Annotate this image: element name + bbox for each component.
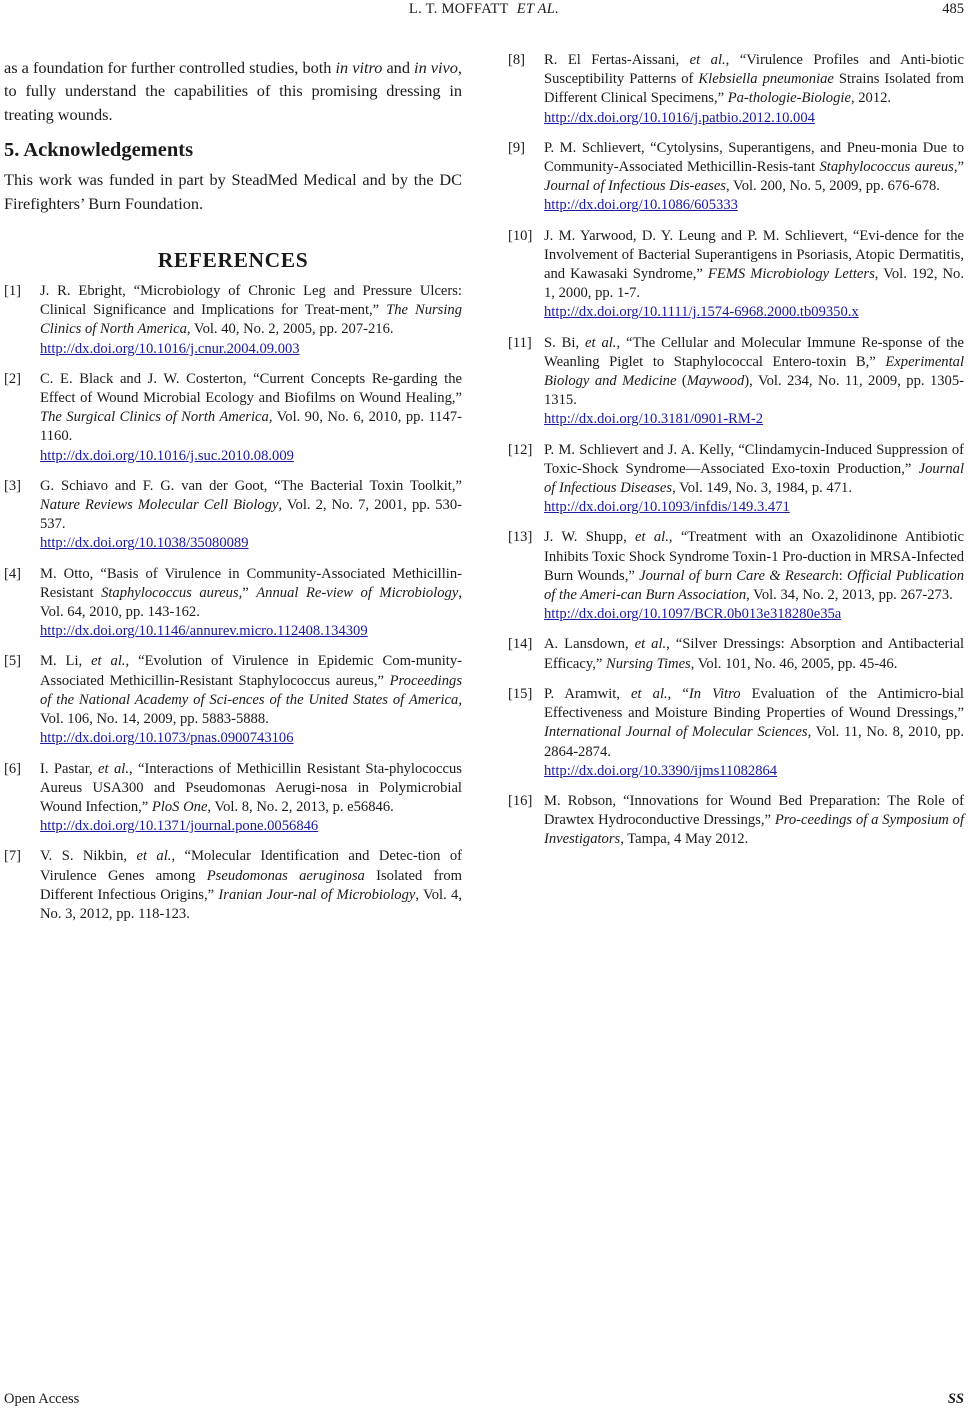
journal-logo: SS [947, 1391, 964, 1407]
reference-segment: A. Lansdown, [544, 636, 635, 653]
reference-segment: M. Robson, “Innovations for Wound Bed Preparation: The Role of Drawtex Hydroconductive Dressings,” [544, 792, 964, 829]
reference-italic: Journal of Infectious Dis-eases [544, 178, 726, 195]
reference-italic: et al. [635, 529, 669, 546]
reference-segment: I. Pastar, [40, 760, 99, 777]
reference-italic: Official Publication of the Ameri-can Burn Association [544, 567, 964, 604]
reference-segment: ( [676, 373, 687, 390]
reference-segment: Evaluation of the Antimicro-bial Effectiveness and Moisture Binding Properties of Wound Dressings,” [544, 685, 964, 722]
reference-segment: , “Silver Dressings: Absorption and Antibacterial Efficacy,” [544, 636, 965, 672]
reference-number: [14] [508, 636, 533, 653]
reference-item [508, 334, 964, 430]
reference-italic: Pro-ceedings of a Symposium of Investigators [544, 812, 964, 848]
reference-italic: Klebsiella pneumoniae [698, 71, 834, 88]
reference-italic: Annual Re-view of Microbiology [256, 584, 459, 601]
reference-item [4, 282, 462, 359]
reference-item [508, 528, 964, 624]
reference-segment: J. M. Yarwood, D. Y. Leung and P. M. Schlievert, “Evi-dence for the Involvement of Bacterial Superantigens in Psoriasis, Atopic Dermatitis, and Kawasaki Syndrome,” [544, 227, 964, 283]
reference-segment: M. Otto, “Basis of Virulence in Community-Associated Methicillin-Resistant [40, 565, 462, 601]
reference-number: [9] [508, 139, 526, 156]
reference-italic: Pseudomonas aeruginosa [206, 867, 365, 884]
reference-text [40, 282, 462, 359]
page-footer [0, 1391, 968, 1411]
doi-link[interactable]: http://dx.doi.org/10.1086/605333 [544, 197, 738, 214]
reference-italic: The Nursing Clinics of North America [40, 302, 463, 338]
reference-item [508, 51, 964, 128]
doi-link[interactable]: http://dx.doi.org/10.1093/infdis/149.3.471 [544, 499, 790, 516]
intro-paragraph [4, 56, 462, 126]
doi-link[interactable]: http://dx.doi.org/10.1111/j.1574-6968.2000.tb09350.x [544, 304, 859, 321]
reference-segment: J. R. Ebright, “Microbiology of Chronic Leg and Pressure Ulcers: Clinical Significance and Implications for Treat-ment,” [40, 283, 462, 319]
reference-segment: , Vol. 8, No. 2, 2013, p. e56846. [207, 798, 394, 815]
reference-segment: , “Virulence Profiles and Anti-biotic Susceptibility Patterns of [544, 52, 964, 88]
reference-text [40, 652, 462, 748]
reference-number: [3] [4, 477, 22, 494]
reference-italic: Nature Reviews Molecular Cell Biology [40, 497, 279, 514]
reference-text [544, 685, 964, 781]
reference-segment: , Vol. 101, No. 46, 2005, pp. 45-46. [690, 655, 898, 672]
reference-segment: ), Vol. 234, No. 11, 2009, pp. 1305-1315. [544, 373, 964, 409]
intro-italic: in vitro [335, 58, 383, 77]
reference-number: [15] [508, 685, 533, 702]
reference-number: [4] [4, 565, 22, 582]
reference-item [4, 652, 462, 748]
intro-text: , to fully understand the capabilities of this promising dressing in treating wounds. [4, 58, 462, 124]
reference-italic: Staphylococcus aureus [101, 584, 239, 601]
reference-item [508, 792, 964, 850]
reference-italic: Proceedings of the National Academy of Sci-ences of the United States of America [40, 672, 462, 708]
reference-segment: , Vol. 200, No. 5, 2009, pp. 676-678. [726, 178, 940, 195]
reference-italic: Staphylococcus aureus [819, 159, 954, 176]
reference-italic: et al. [631, 685, 668, 702]
reference-italic: Maywood [686, 373, 745, 390]
reference-segment: ,” [953, 159, 964, 176]
reference-item [508, 685, 964, 781]
reference-italic: International Journal of Molecular Sciences [544, 724, 808, 741]
authors-text: L. T. MOFFATT [408, 1, 509, 17]
reference-number: [5] [4, 653, 22, 670]
reference-number: [16] [508, 792, 533, 809]
reference-italic: Journal of Infectious Diseases [544, 460, 964, 497]
reference-item [4, 847, 462, 924]
doi-link[interactable]: http://dx.doi.org/10.1073/pnas.0900743106 [40, 730, 294, 747]
reference-item [508, 139, 964, 216]
reference-segment: , Vol. 90, No. 6, 2010, pp. 1147-1160. [40, 409, 462, 445]
reference-item [508, 441, 964, 518]
reference-segment: ,” [238, 584, 257, 601]
reference-text [544, 792, 964, 850]
reference-number: [1] [4, 283, 22, 300]
reference-segment: , “ [667, 685, 689, 702]
reference-italic: The Surgical Clinics of North America [40, 409, 269, 426]
reference-number: [11] [508, 334, 532, 351]
reference-segment: , Vol. 149, No. 3, 1984, p. 471. [672, 480, 852, 497]
reference-segment: , Vol. 34, No. 2, 2013, pp. 267-273. [746, 587, 953, 604]
reference-segment: , Vol. 40, No. 2, 2005, pp. 207-216. [186, 321, 394, 338]
reference-text [544, 528, 964, 624]
intro-italic: in vivo [414, 58, 458, 77]
reference-segment: , “Evolution of Virulence in Epidemic Com-munity-Associated Methicillin-Resistant Staphylococcus aureus,” [40, 653, 462, 689]
reference-italic: Nursing Times [605, 655, 691, 672]
reference-segment: P. M. Schlievert, “Cytolysins, Superantigens, and Pneu-monia Due to Community-Associated Methicillin-Resis-tant [544, 139, 964, 176]
reference-italic: et al. [136, 848, 172, 865]
reference-text [544, 334, 964, 430]
reference-segment: , Vol. 106, No. 14, 2009, pp. 5883-5888. [40, 691, 462, 728]
running-head [0, 1, 968, 21]
reference-number: [6] [4, 760, 22, 777]
reference-item [508, 635, 964, 673]
running-head-authors [0, 1, 968, 18]
reference-text [544, 139, 964, 216]
reference-italic: Experimental Biology and Medicine [544, 353, 964, 390]
reference-segment: J. W. Shupp, [544, 529, 636, 546]
reference-italic: Journal of burn Care & Research [639, 567, 839, 584]
reference-italic: In Vitro [688, 685, 741, 702]
reference-item [4, 760, 462, 837]
acknowledgements-text: This work was funded in part by SteadMed Medical and by the DC Firefighters’ Burn Foundation. [4, 170, 462, 213]
reference-segment: R. El Fertas-Aissani, [544, 52, 690, 68]
doi-link[interactable]: http://dx.doi.org/10.3181/0901-RM-2 [544, 411, 764, 428]
reference-text [544, 51, 964, 128]
reference-segment: , Vol. 2, No. 7, 2001, pp. 530-537. [40, 497, 462, 533]
reference-text [40, 370, 462, 466]
reference-segment: , “Treatment with an Oxazolidinone Antibiotic Inhibits Toxic Shock Syndrome Toxin-1 Pro-duction in MRSA-Infected Burn Wounds,” [544, 529, 964, 584]
reference-italic: PloS One [151, 798, 208, 815]
reference-number: [2] [4, 370, 22, 387]
reference-segment: , Vol. 11, No. 8, 2010, pp. 2864-2874. [544, 724, 964, 760]
reference-segment: , “Interactions of Methicillin Resistant Sta-phylococcus Aureus USA300 and Pseudomonas Aerugi-nosa in Polymicrobial Wound Infection,” [40, 760, 462, 815]
left-column [4, 56, 462, 935]
reference-number: [8] [508, 52, 526, 68]
right-column [508, 51, 964, 861]
reference-number: [10] [508, 227, 533, 244]
reference-italic: Iranian Jour-nal of Microbiology [218, 886, 416, 903]
intro-text: and [382, 58, 415, 77]
reference-segment: , “Molecular Identification and Detec-tion of Virulence Genes among [40, 848, 462, 884]
references-heading: REFERENCES [157, 248, 309, 273]
doi-link[interactable]: http://dx.doi.org/10.1016/j.suc.2010.08.009 [40, 447, 294, 464]
reference-segment: Isolated from Different Infectious Origins,” [40, 867, 462, 903]
references-list-right [508, 51, 964, 850]
reference-number: [12] [508, 441, 533, 458]
reference-segment: , Vol. 64, 2010, pp. 143-162. [40, 584, 462, 621]
reference-item [508, 227, 964, 323]
reference-italic: Pa-thologie-Biologie [727, 90, 851, 107]
reference-text [544, 441, 964, 518]
reference-text [40, 847, 462, 924]
doi-link[interactable]: http://dx.doi.org/10.1371/journal.pone.0056846 [40, 818, 319, 835]
reference-segment: C. E. Black and J. W. Costerton, “Current Concepts Re-garding the Effect of Wound Microbial Ecology and Biofilms on Wound Healing,” [40, 370, 462, 407]
reference-segment: , Vol. 192, No. 1, 2000, pp. 1-7. [544, 266, 965, 302]
reference-text [40, 565, 462, 642]
reference-segment: : [838, 567, 848, 584]
reference-italic: FEMS Microbiology Letters [707, 266, 875, 283]
reference-text [40, 477, 462, 554]
doi-link[interactable]: http://dx.doi.org/10.1097/BCR.0b013e318280e35a [544, 606, 842, 623]
reference-italic: et al. [634, 636, 667, 653]
reference-item [4, 477, 462, 554]
reference-segment: P. M. Schlievert and J. A. Kelly, “Clindamycin-Induced Suppression of Toxic-Shock Syndrome—Associated Exo-toxin Production,” [544, 441, 964, 477]
doi-link[interactable]: http://dx.doi.org/10.1016/j.cnur.2004.09.003 [40, 340, 300, 357]
reference-segment: , Vol. 4, No. 3, 2012, pp. 118-123. [40, 886, 462, 922]
reference-segment: P. Aramwit, [544, 685, 632, 702]
doi-link[interactable]: http://dx.doi.org/10.1038/35080089 [40, 535, 249, 552]
reference-segment: , Tampa, 4 May 2012. [620, 831, 749, 848]
doi-link[interactable]: http://dx.doi.org/10.1016/j.patbio.2012.10.004 [544, 109, 815, 126]
reference-number: [7] [4, 848, 22, 865]
acknowledgements-heading: 5. Acknowledgements [4, 139, 194, 162]
reference-segment: Strains Isolated from Different Clinical Specimens,” [544, 71, 964, 107]
reference-segment: M. Li, [40, 653, 92, 670]
reference-italic: et al. [91, 653, 126, 670]
reference-text [40, 760, 462, 837]
page-number: 485 [942, 1, 964, 17]
doi-link[interactable]: http://dx.doi.org/10.3390/ijms11082864 [544, 762, 778, 779]
reference-item [4, 370, 462, 466]
reference-italic: et al. [98, 760, 129, 777]
reference-segment: S. Bi, [544, 334, 586, 351]
reference-text [544, 635, 964, 673]
reference-segment: , “The Cellular and Molecular Immune Re-sponse of the Weanling Piglet to Staphylococcal Entero-toxin B,” [544, 334, 964, 370]
reference-segment: V. S. Nikbin, [40, 848, 137, 865]
reference-segment: , 2012. [850, 90, 892, 107]
references-list-left [4, 282, 462, 924]
reference-text [544, 227, 964, 323]
reference-italic: et al. [689, 52, 726, 68]
reference-number: [13] [508, 529, 533, 546]
open-access-label: Open Access [4, 1391, 80, 1407]
reference-italic: et al. [585, 334, 617, 351]
reference-item [4, 565, 462, 642]
intro-text: as a foundation for further controlled studies, both [4, 58, 336, 77]
reference-segment: G. Schiavo and F. G. van der Goot, “The Bacterial Toxin Toolkit,” [40, 477, 462, 494]
et-al-text: ET AL. [516, 1, 560, 17]
doi-link[interactable]: http://dx.doi.org/10.1146/annurev.micro.112408.134309 [40, 623, 368, 640]
